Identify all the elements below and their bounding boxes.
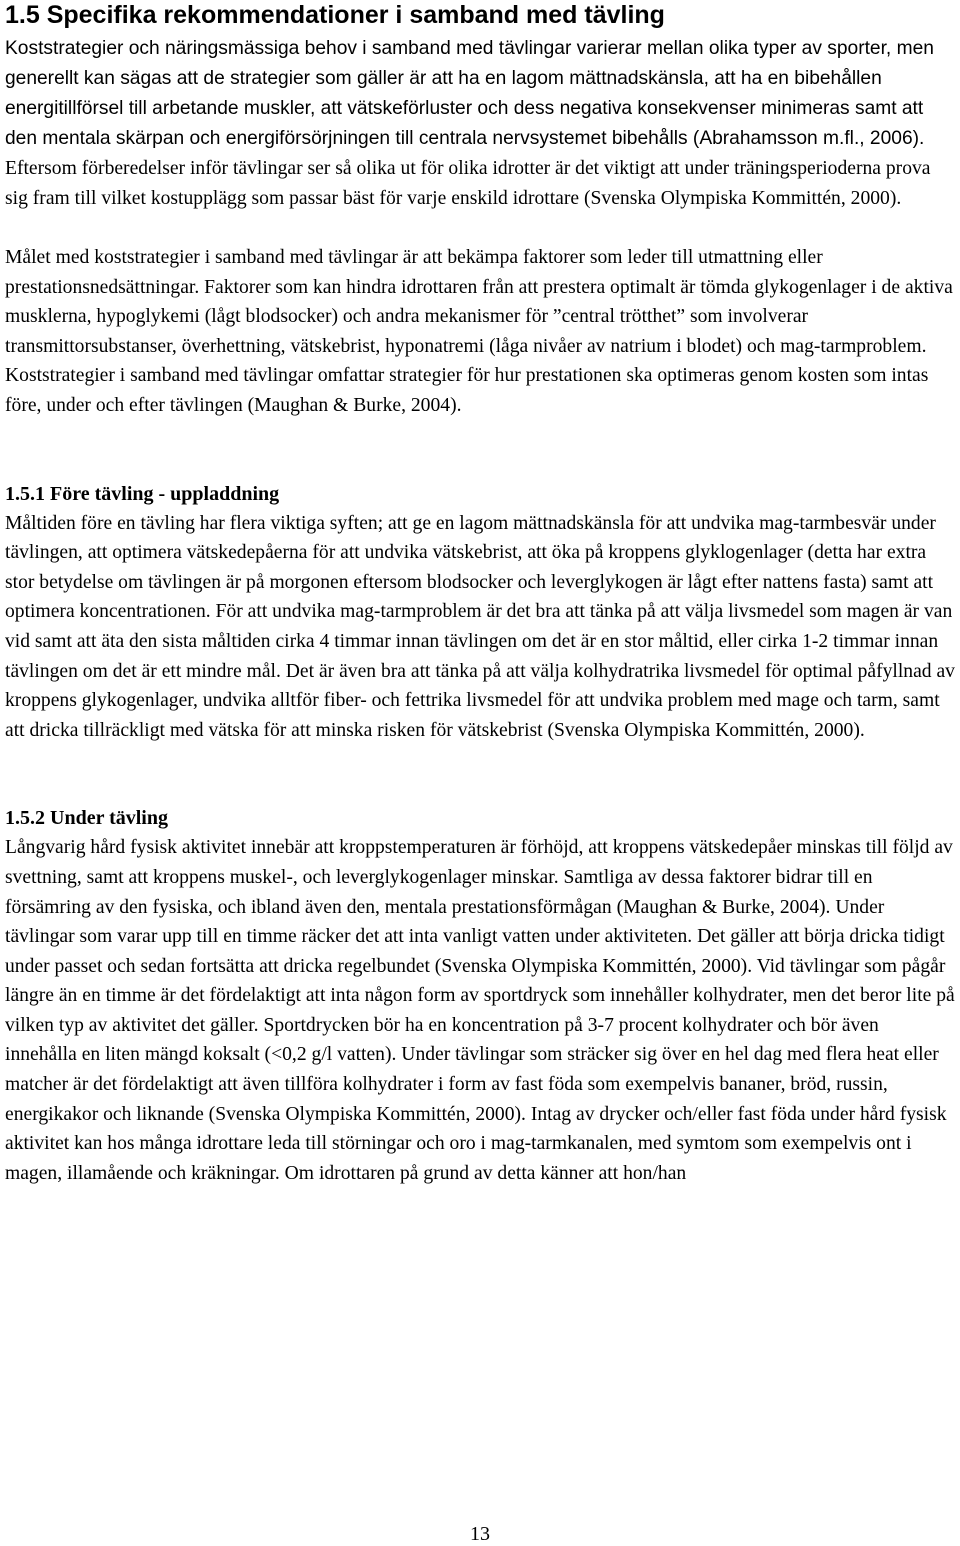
subsection-heading-during-competition: 1.5.2 Under tävling	[5, 807, 168, 830]
section-second-paragraph: Målet med koststrategier i samband med tävlingar är att bekämpa faktorer som leder till utmattning eller prestationsnedsättningar. Faktorer som kan hindra idrottaren från att prestera optimalt är tömda glykogenlager i de aktiva musklerna, hypoglykemi (lågt blodsocker) och andra mekanismer för ”central trötthet” som involverar transmittorsubstanser, överhettning, vätskebrist, hyponatremi (låga nivåer av natrium i blodet) och mag-tarmproblem. Koststrategier i samband med tävlingar omfattar strategier för hur prestationen ska optimeras genom kosten som intas före, under och efter tävlingen (Maughan & Burke, 2004).	[5, 247, 953, 416]
page-number: 13	[470, 1523, 490, 1545]
intro-text-sans: Koststrategier och näringsmässiga behov i samband med tävlingar varierar mellan olika typer av sporter, men generellt kan sägas att de strategier som gäller är att ha en lagom mättnadskänsla, att ha en bibehållen energitillförsel till arbetande muskler, att vätskeförluster och dess negativa konsekvenser minimeras samt att den mentala skärpan och energiförsörjningen till centrala nervsystemet bibehålls (Abrahamsson m.fl., 2006).	[5, 38, 934, 149]
section-intro-paragraph	[5, 34, 955, 214]
section-heading: 1.5 Specifika rekommendationer i samband med tävling	[5, 1, 665, 29]
subsection-paragraph-during-competition: Långvarig hård fysisk aktivitet innebär att kroppstemperaturen är förhöjd, att kroppens vätskedepåer minskas till följd av svettning, samt att kroppens muskel-, och leverglykogenlager minskar. Samtliga av dessa faktorer bidrar till en försämring av den fysiska, och ibland även den, mentala prestationsförmågan (Maughan & Burke, 2004). Under tävlingar som varar upp till en timme räcker det att inta vanligt vatten under aktiviteten. Det gäller att börja dricka tidigt under passet och sedan fortsätta att dricka regelbundet (Svenska Olympiska Kommittén, 2000). Vid tävlingar som pågår längre än en timme är det fördelaktigt att inta någon form av sportdryck som innehåller kolhydrater, men det beror lite på vilken typ av aktivitet det gäller. Sportdrycken bör ha en koncentration på 3-7 procent kolhydrater och bör även innehålla en liten mängd koksalt (<0,2 g/l vatten). Under tävlingar som sträcker sig över en hel dag med flera heat eller matcher är det fördelaktigt att även tillföra kolhydrater i form av fast föda som exempelvis bananer, bröd, russin, energikakor och liknande (Svenska Olympiska Kommittén, 2000). Intag av drycker och/eller fast föda under hård fysisk aktivitet kan hos många idrottare leda till störningar och oro i mag-tarmkanalen, med symtom som exempelvis ont i magen, illamående och kräkningar. Om idrottaren på grund av detta känner att hon/han	[5, 837, 955, 1184]
intro-text-serif: Eftersom förberedelser inför tävlingar ser så olika ut för olika idrotter är det viktigt att under träningsperioderna prova sig fram till vilket kostupplägg som passar bäst för varje enskild idrottare (Svenska Olympiska Kommittén, 2000).	[5, 158, 931, 209]
subsection-paragraph-before-competition: Måltiden före en tävling har flera viktiga syften; att ge en lagom mättnadskänsla för att undvika mag-tarmbesvär under tävlingen, att optimera vätskedepåerna för att undvika vätskebrist, att öka på kroppens glyklogenlager (detta har extra stor betydelse om tävlingen är på morgonen eftersom blodsocker och leverglykogen är lågt efter nattens fasta) samt att optimera koncentrationen. För att undvika mag-tarmproblem är det bra att tänka på att välja livsmedel som magen är van vid samt att äta den sista måltiden cirka 4 timmar innan tävlingen om det är en stor måltid, eller cirka 1-2 timmar innan tävlingen om det är ett mindre mål. Det är även bra att tänka på att välja kolhydratrika livsmedel för optimal påfyllnad av kroppens glykogenlager, undvika alltför fiber- och fettrika livsmedel för att undvika problem med mage och tarm, samt att dricka tillräckligt med vätska för att minska risken för vätskebrist (Svenska Olympiska Kommittén, 2000).	[5, 512, 955, 741]
subsection-heading-before-competition: 1.5.1 Före tävling - uppladdning	[5, 482, 280, 505]
document-page	[5, 0, 955, 1188]
